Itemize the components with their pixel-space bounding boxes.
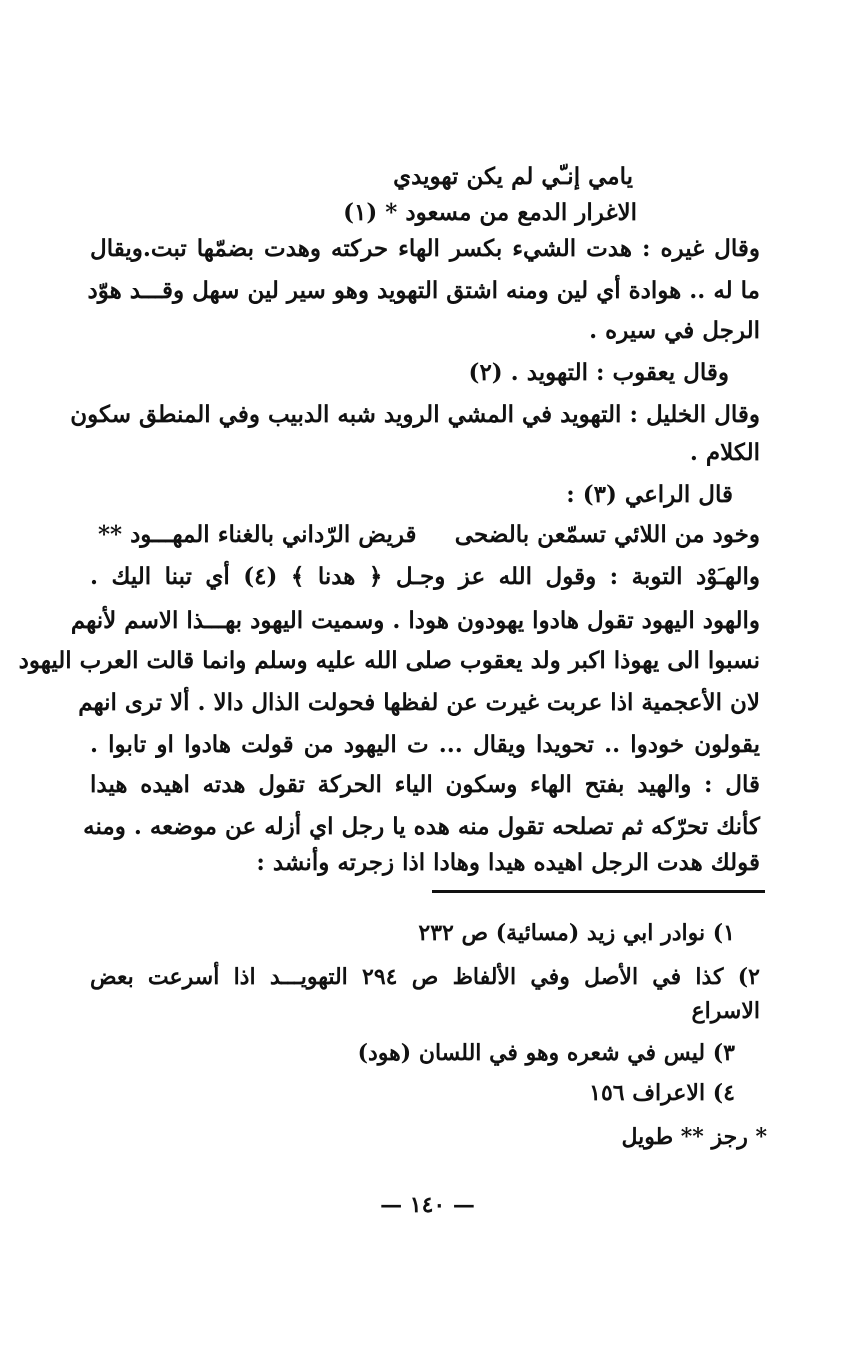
footnote-1: ١) نوادر ابي زيد (مسائية) ص ٢٣٢ (418, 920, 735, 946)
para-5-line-2: والهود اليهود تقول هادوا يهودون هودا . وسميت اليهود بهـــذا الاسم لأنهم (70, 607, 760, 634)
verse-line-1: يامي إنـّي لم يكن تهويدي (393, 163, 633, 190)
para-5-line-5: يقولون خودوا .. تحويدا ويقال ... ت اليهود من قولت هادوا او تابوا . (90, 731, 760, 758)
para-6-line-2: كأنك تحرّكه ثم تصلحه تقول منه هده يا رجل اي أزله عن موضعه . ومنه (83, 813, 760, 840)
para-1-line-2: ما له .. هوادة أي لين ومنه اشتق التهويد وهو سير لين سهل وقـــد هوّد (87, 277, 760, 304)
page-number: — ١٤٠ — (380, 1192, 475, 1218)
footnote-2-line-2: الاسراع (691, 998, 760, 1024)
meter-note: * رجز ** طويل (621, 1124, 767, 1150)
verse-line-2: الاغرار الدمع من مسعود * (١) (343, 199, 637, 226)
verse-3-right: وخود من اللائي تسمّعن بالضحى (454, 521, 760, 548)
para-3-line-2: الكلام . (689, 439, 760, 466)
footnote-4: ٤) الاعراف ١٥٦ (589, 1080, 735, 1106)
para-1-line-3: الرجل في سيره . (589, 317, 760, 344)
para-4: قال الراعي (٣) : (566, 481, 733, 508)
para-1-line-1: وقال غيره : هدت الشيء بكسر الهاء حركته وهدت بضمّها تبت.ويقال (90, 235, 760, 262)
footnote-divider (432, 890, 765, 893)
footnote-3: ٣) ليس في شعره وهو في اللسان (هود) (357, 1040, 735, 1066)
para-5-line-4: لان الأعجمية اذا عربت غيرت عن لفظها فحولت الذال دالا . ألا ترى انهم (78, 689, 760, 716)
para-3-line-1: وقال الخليل : التهويد في المشي الرويد شبه الدبيب وفي المنطق سكون (70, 401, 760, 428)
footnote-2-line-1: ٢) كذا في الأصل وفي الألفاظ ص ٢٩٤ التهويـــد اذا أسرعت بعض (90, 964, 760, 990)
verse-3-left: قريض الرّداني بالغناء المهـــود ** (98, 521, 417, 548)
para-5-line-3: نسبوا الى يهوذا اكبر ولد يعقوب صلى الله عليه وسلم وانما قالت العرب اليهود (18, 647, 760, 674)
para-6-line-1: قال : والهيد بفتح الهاء وسكون الياء الحركة تقول هدته اهيده هيدا (90, 771, 760, 798)
para-5-line-1: والهـَوْد التوبة : وقول الله عز وجـل ﴿ هدنا ﴾ (٤) أي تبنا اليك . (90, 563, 760, 590)
para-6-line-3: قولك هدت الرجل اهيده هيدا وهادا اذا زجرته وأنشد : (256, 849, 760, 876)
para-2: وقال يعقوب : التهويد . (٢) (468, 359, 729, 386)
